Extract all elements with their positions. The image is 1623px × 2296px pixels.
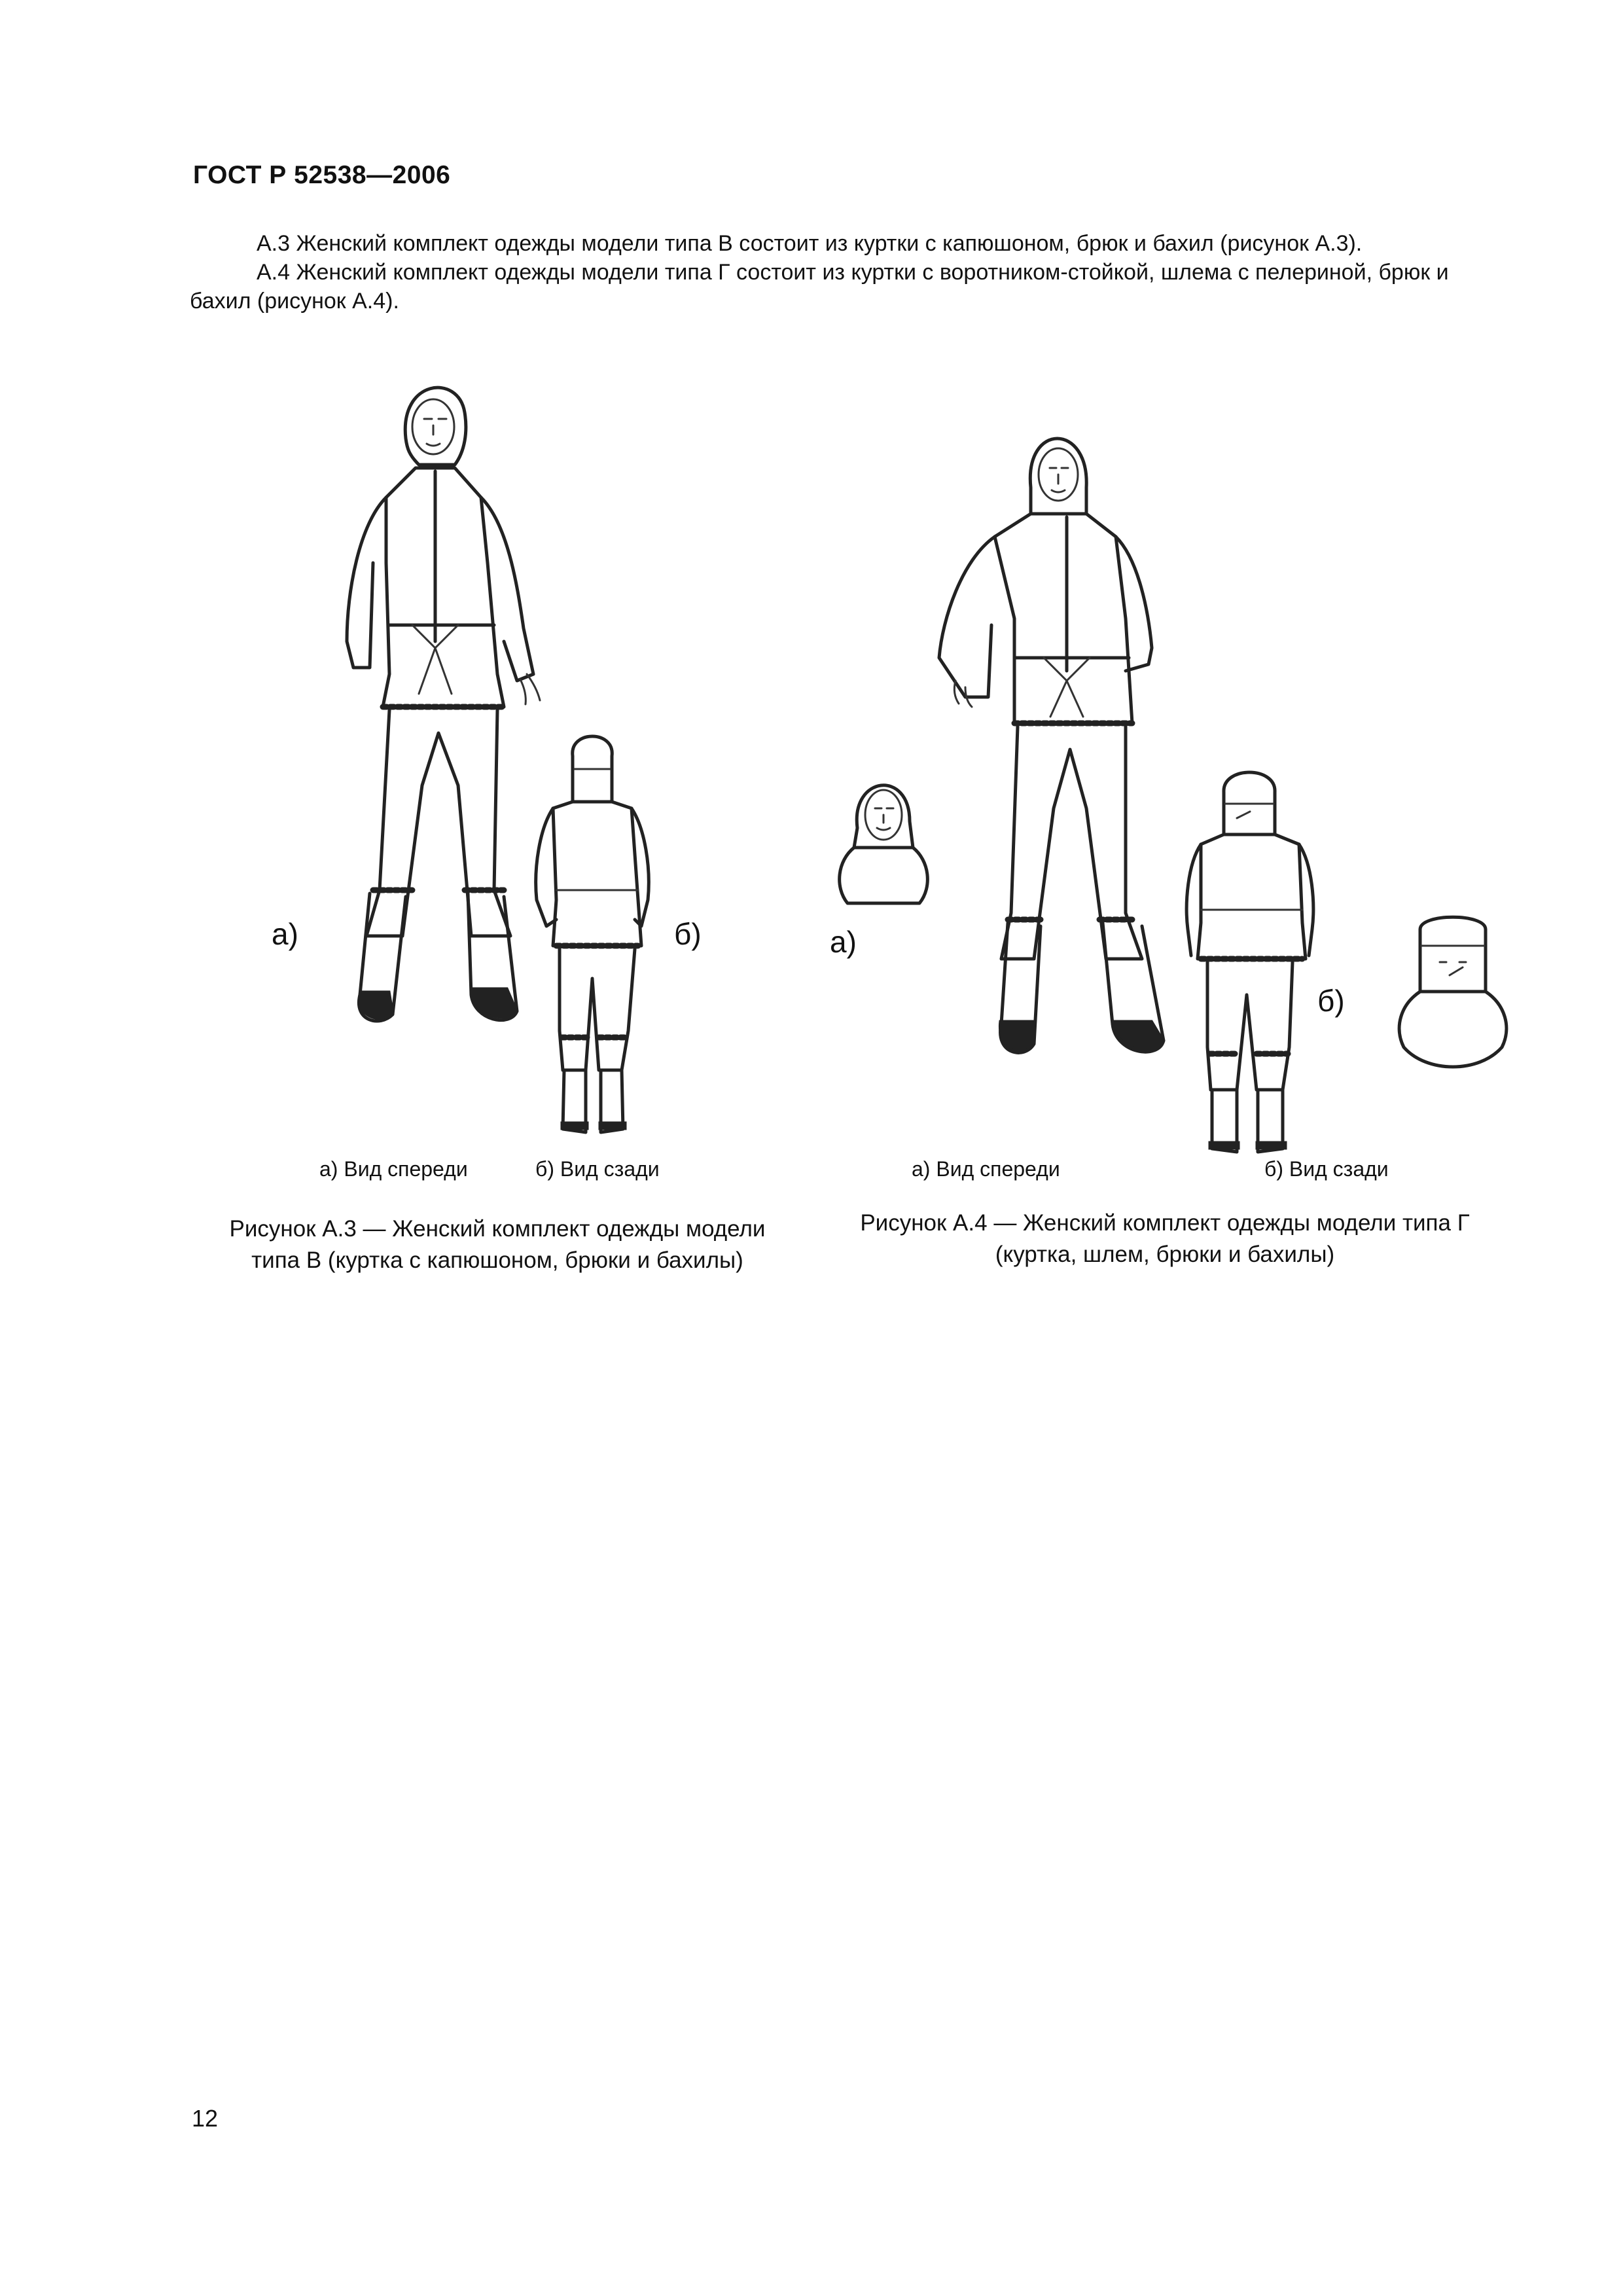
page-number: 12 (192, 2105, 219, 2132)
figure-a3-view-back: б) Вид сзади (535, 1157, 660, 1181)
hood-detail-illustration (834, 762, 933, 920)
figure-a4-caption-line2: (куртка, шлем, брюки и бахилы) (995, 1242, 1335, 1267)
figure-a4-back-illustration (1171, 766, 1329, 1158)
paragraph-a4: А.4 Женский комплект одежды модели типа Г состоит из куртки с воротником-стойкой, шлема с пелериной, брюк и бахил (рисунок А.4). (190, 260, 1449, 314)
figure-a4-view-front: а) Вид спереди (912, 1157, 1060, 1181)
figure-a3-label-a: а) (272, 917, 298, 951)
figure-a4-caption-line1: Рисунок А.4 — Женский комплект одежды модели типа Г (860, 1210, 1470, 1236)
figure-a4-view-back: б) Вид сзади (1264, 1157, 1389, 1181)
document-header: ГОСТ Р 52538—2006 (193, 161, 451, 189)
figure-a3-caption-line1: Рисунок А.3 — Женский комплект одежды модели (229, 1216, 766, 1242)
figure-a4-label-b: б) (1317, 984, 1345, 1018)
helmet-detail-illustration (1394, 913, 1512, 1077)
figure-a3-label-b: б) (674, 917, 702, 951)
figure-a3-caption-line2: типа В (куртка с капюшоном, брюки и бахилы) (251, 1247, 743, 1273)
paragraph-a3: А.3 Женский комплект одежды модели типа В состоит из куртки с капюшоном, брюк и бахил (рисунок А.3). (257, 231, 1363, 256)
figure-a3-view-front: а) Вид спереди (319, 1157, 468, 1181)
figure-a4-label-a: а) (830, 925, 857, 959)
figure-a3-back-illustration (517, 730, 668, 1149)
